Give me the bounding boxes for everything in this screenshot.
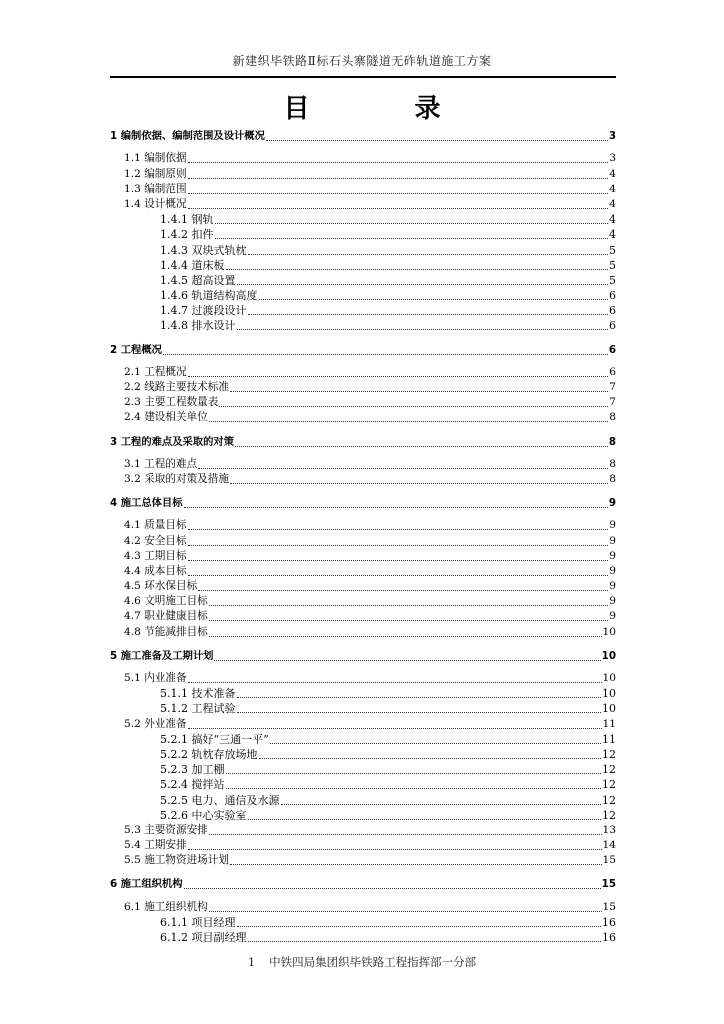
- running-footer: [0, 954, 724, 970]
- toc-entry-page: 6: [609, 304, 616, 318]
- toc-entry[interactable]: [110, 549, 616, 564]
- toc-entry-label: 4.3 工期目标: [124, 549, 187, 562]
- toc-entry[interactable]: [110, 762, 616, 777]
- toc-entry-page: 8: [608, 435, 616, 448]
- footer-page-number: 1: [247, 955, 256, 969]
- toc-entry[interactable]: [110, 853, 616, 868]
- table-of-contents: [110, 129, 616, 945]
- toc-entry-page: 10: [602, 625, 616, 638]
- toc-leader-dots: [259, 757, 602, 759]
- toc-entry-page: 12: [602, 763, 616, 777]
- toc-entry-label: 2.4 建设相关单位: [124, 411, 208, 424]
- toc-entry-page: 11: [602, 717, 616, 730]
- toc-entry[interactable]: [110, 197, 616, 212]
- toc-entry-label: 5.2.6 中心实验室: [160, 808, 247, 822]
- toc-entry-label: 5.1.2 工程试验: [160, 702, 236, 716]
- toc-leader-dots: [215, 222, 609, 224]
- toc-leader-dots: [188, 727, 602, 729]
- toc-entry-label: 1.2 编制原则: [124, 167, 187, 180]
- toc-entry[interactable]: [110, 624, 616, 639]
- toc-leader-dots: [209, 635, 602, 637]
- toc-entry-label: 4.5 环水保目标: [124, 580, 198, 593]
- toc-leader-dots: [226, 772, 602, 774]
- toc-entry[interactable]: [110, 716, 616, 731]
- toc-entry-label: 5.3 主要资源安排: [124, 823, 208, 836]
- toc-entry-page: 3: [608, 130, 616, 143]
- toc-entry-label: 4.7 职业健康目标: [124, 610, 208, 623]
- toc-entry[interactable]: [110, 877, 616, 892]
- toc-leader-dots: [230, 390, 608, 392]
- toc-entry[interactable]: [110, 838, 616, 853]
- toc-leader-dots: [184, 887, 601, 889]
- toc-entry[interactable]: [110, 242, 616, 257]
- toc-entry[interactable]: [110, 212, 616, 227]
- toc-leader-dots: [188, 574, 609, 576]
- toc-leader-dots: [237, 283, 609, 285]
- toc-entry-page: 9: [609, 519, 616, 532]
- toc-leader-dots: [188, 161, 609, 163]
- toc-entry-page: 6: [609, 289, 616, 303]
- toc-leader-dots: [188, 848, 602, 850]
- toc-leader-dots: [248, 940, 602, 942]
- toc-entry-label: 4.8 节能减排目标: [124, 625, 208, 638]
- footer-organization: 中铁四局集团织毕铁路工程指挥部一分部: [269, 955, 477, 969]
- toc-entry-label: 6.1.1 项目经理: [160, 915, 236, 929]
- toc-leader-dots: [237, 925, 602, 927]
- toc-entry-page: 4: [609, 197, 616, 210]
- toc-entry[interactable]: [110, 671, 616, 686]
- toc-entry-label: 2 工程概况: [110, 343, 162, 356]
- toc-entry-page: 9: [609, 580, 616, 593]
- toc-leader-dots: [266, 139, 608, 141]
- toc-entry-page: 10: [602, 672, 616, 684]
- toc-entry-label: 6 施工组织机构: [110, 878, 183, 891]
- toc-entry-label: 1.4.8 排水设计: [160, 319, 236, 333]
- toc-entry-label: 5 施工准备及工期计划: [110, 649, 214, 662]
- toc-entry[interactable]: [110, 609, 616, 624]
- toc-entry-page: 6: [609, 319, 616, 333]
- toc-entry[interactable]: [110, 701, 616, 716]
- toc-leader-dots: [188, 528, 609, 530]
- toc-entry[interactable]: [110, 930, 616, 945]
- toc-entry[interactable]: [110, 533, 616, 548]
- toc-entry-label: 3 工程的难点及采取的对策: [110, 435, 235, 448]
- toc-entry-label: 5.1 内业准备: [124, 672, 187, 684]
- toc-entry-label: 5.2.2 轨枕存放场地: [160, 747, 258, 761]
- toc-entry-page: 9: [609, 534, 616, 547]
- toc-entry[interactable]: [110, 457, 616, 472]
- toc-leader-dots: [281, 803, 602, 805]
- toc-entry-label: 1.4.7 过渡段设计: [160, 304, 247, 318]
- toc-entry-page: 4: [609, 228, 616, 242]
- toc-entry-page: 10: [602, 687, 616, 701]
- toc-entry-page: 15: [602, 900, 616, 913]
- toc-entry-page: 12: [602, 747, 616, 761]
- running-header: 新建织毕铁路Ⅱ标石头寨隧道无砟轨道施工方案: [232, 54, 492, 68]
- toc-entry-label: 5.4 工期安排: [124, 839, 187, 852]
- toc-entry[interactable]: [110, 594, 616, 609]
- toc-leader-dots: [230, 482, 608, 484]
- toc-entry-page: 16: [602, 915, 616, 929]
- toc-entry-label: 5.1.1 技术准备: [160, 687, 236, 701]
- toc-entry-page: 6: [609, 365, 616, 378]
- toc-entry-page: 13: [602, 823, 616, 836]
- toc-entry-label: 5.2 外业准备: [124, 717, 187, 730]
- header-rule: [110, 76, 616, 78]
- toc-leader-dots: [188, 207, 609, 209]
- toc-entry[interactable]: [110, 288, 616, 303]
- toc-entry-page: 12: [602, 793, 616, 807]
- toc-entry-page: 15: [602, 854, 616, 867]
- toc-leader-dots: [237, 696, 602, 698]
- toc-leader-dots: [237, 328, 609, 330]
- toc-entry[interactable]: [110, 496, 616, 511]
- toc-entry-page: 5: [609, 243, 616, 257]
- toc-leader-dots: [214, 659, 600, 661]
- toc-entry-page: 12: [602, 808, 616, 822]
- toc-entry[interactable]: [110, 792, 616, 807]
- toc-leader-dots: [184, 506, 608, 508]
- toc-entry-page: 6: [608, 343, 616, 356]
- toc-entry-label: 5.2.5 电力、通信及水源: [160, 793, 280, 807]
- toc-entry[interactable]: [110, 899, 616, 914]
- toc-leader-dots: [248, 818, 602, 820]
- toc-entry-label: 5.2.3 加工棚: [160, 763, 225, 777]
- toc-leader-dots: [270, 742, 601, 744]
- toc-leader-dots: [188, 177, 609, 179]
- toc-entry-label: 1.4.4 道床板: [160, 258, 225, 272]
- toc-entry[interactable]: [110, 182, 616, 197]
- toc-leader-dots: [248, 313, 609, 315]
- toc-entry-page: 8: [609, 457, 616, 470]
- toc-entry-page: 11: [602, 732, 616, 746]
- toc-entry[interactable]: [110, 564, 616, 579]
- toc-entry-page: 4: [609, 182, 616, 195]
- toc-entry-label: 1.4 设计概况: [124, 197, 187, 210]
- toc-entry-label: 6.1 施工组织机构: [124, 900, 208, 913]
- toc-entry-page: 3: [609, 152, 616, 165]
- toc-entry-page: 9: [609, 595, 616, 608]
- toc-entry[interactable]: [110, 518, 616, 533]
- toc-entry[interactable]: [110, 777, 616, 792]
- toc-entry-label: 6.1.2 项目副经理: [160, 931, 247, 944]
- toc-entry[interactable]: [110, 747, 616, 762]
- toc-leader-dots: [219, 405, 608, 407]
- toc-entry-page: 12: [602, 778, 616, 792]
- toc-entry-page: 10: [601, 649, 616, 662]
- toc-entry-page: 9: [609, 564, 616, 577]
- toc-leader-dots: [209, 619, 608, 621]
- toc-entry[interactable]: [110, 129, 616, 144]
- toc-entry-page: 8: [609, 411, 616, 424]
- toc-entry-label: 4.6 文明施工目标: [124, 595, 208, 608]
- toc-entry[interactable]: [110, 649, 616, 664]
- toc-leader-dots: [188, 544, 609, 546]
- toc-leader-dots: [237, 711, 602, 713]
- toc-entry-label: 3.2 采取的对策及措施: [124, 472, 229, 485]
- toc-entry-page: 10: [602, 702, 616, 716]
- toc-entry-page: 8: [609, 472, 616, 485]
- toc-entry-label: 1.4.3 双块式轨枕: [160, 243, 247, 257]
- toc-entry-label: 4.4 成本目标: [124, 564, 187, 577]
- toc-leader-dots: [209, 604, 608, 606]
- toc-entry-label: 4 施工总体目标: [110, 497, 183, 510]
- toc-leader-dots: [198, 589, 608, 591]
- toc-entry[interactable]: [110, 686, 616, 701]
- toc-entry[interactable]: [110, 342, 616, 357]
- toc-leader-dots: [209, 910, 602, 912]
- toc-leader-dots: [259, 298, 609, 300]
- toc-entry-page: 4: [609, 167, 616, 180]
- toc-entry-label: 5.2.4 搅拌站: [160, 778, 225, 792]
- toc-entry-label: 1.4.5 超高设置: [160, 273, 236, 287]
- toc-leader-dots: [188, 192, 609, 194]
- toc-entry[interactable]: [110, 365, 616, 380]
- toc-leader-dots: [215, 237, 609, 239]
- toc-entry[interactable]: [110, 472, 616, 487]
- toc-entry[interactable]: [110, 318, 616, 333]
- toc-entry[interactable]: [110, 915, 616, 930]
- toc-entry[interactable]: [110, 732, 616, 747]
- toc-entry-page: 7: [609, 381, 616, 393]
- toc-entry-label: 2.2 线路主要技术标准: [124, 381, 229, 393]
- toc-entry[interactable]: [110, 808, 616, 823]
- toc-entry[interactable]: [110, 303, 616, 318]
- toc-entry-page: 4: [609, 213, 616, 227]
- toc-entry-page: 9: [609, 549, 616, 562]
- toc-entry[interactable]: [110, 166, 616, 181]
- toc-entry-label: 4.2 安全目标: [124, 534, 187, 547]
- toc-entry-label: 1.4.1 钢轨: [160, 213, 214, 227]
- toc-entry-label: 1.3 编制范围: [124, 182, 187, 195]
- toc-entry[interactable]: [110, 273, 616, 288]
- toc-entry[interactable]: [110, 151, 616, 166]
- toc-leader-dots: [226, 268, 609, 270]
- toc-entry-page: 5: [609, 273, 616, 287]
- toc-entry-page: 14: [602, 839, 616, 852]
- toc-entry-label: 3.1 工程的难点: [124, 457, 198, 470]
- toc-entry-label: 1.4.2 扣件: [160, 228, 214, 242]
- toc-entry[interactable]: [110, 380, 616, 395]
- toc-entry-page: 9: [608, 497, 616, 510]
- toc-entry[interactable]: [110, 434, 616, 449]
- toc-entry-label: 1.1 编制依据: [124, 152, 187, 165]
- toc-entry-label: 4.1 质量目标: [124, 519, 187, 532]
- toc-entry[interactable]: [110, 258, 616, 273]
- toc-entry-label: 1 编制依据、编制范围及设计概况: [110, 130, 265, 143]
- toc-entry-page: 7: [609, 396, 616, 409]
- toc-entry[interactable]: [110, 823, 616, 838]
- toc-leader-dots: [188, 559, 609, 561]
- toc-leader-dots: [226, 787, 602, 789]
- toc-leader-dots: [209, 420, 608, 422]
- toc-leader-dots: [198, 467, 608, 469]
- toc-leader-dots: [209, 833, 602, 835]
- toc-entry-page: 5: [609, 258, 616, 272]
- toc-leader-dots: [235, 445, 608, 447]
- toc-leader-dots: [188, 375, 609, 377]
- toc-entry[interactable]: [110, 410, 616, 425]
- toc-entry-label: 5.5 施工物资进场计划: [124, 854, 229, 867]
- toc-entry-label: 5.2.1 搞好“三通一平”: [160, 732, 269, 746]
- toc-entry[interactable]: [110, 395, 616, 410]
- toc-leader-dots: [230, 863, 602, 865]
- toc-entry[interactable]: [110, 227, 616, 242]
- toc-entry-label: 1.4.6 轨道结构高度: [160, 289, 258, 303]
- toc-entry-page: 15: [601, 878, 616, 891]
- page-title: 目 录: [283, 94, 489, 124]
- toc-leader-dots: [163, 353, 608, 355]
- toc-entry-label: 2.1 工程概况: [124, 365, 187, 378]
- toc-entry-page: 9: [609, 610, 616, 623]
- toc-entry-page: 16: [602, 931, 616, 944]
- toc-leader-dots: [248, 253, 609, 255]
- toc-entry-label: 2.3 主要工程数量表: [124, 396, 219, 409]
- toc-leader-dots: [188, 681, 602, 683]
- toc-entry[interactable]: [110, 579, 616, 594]
